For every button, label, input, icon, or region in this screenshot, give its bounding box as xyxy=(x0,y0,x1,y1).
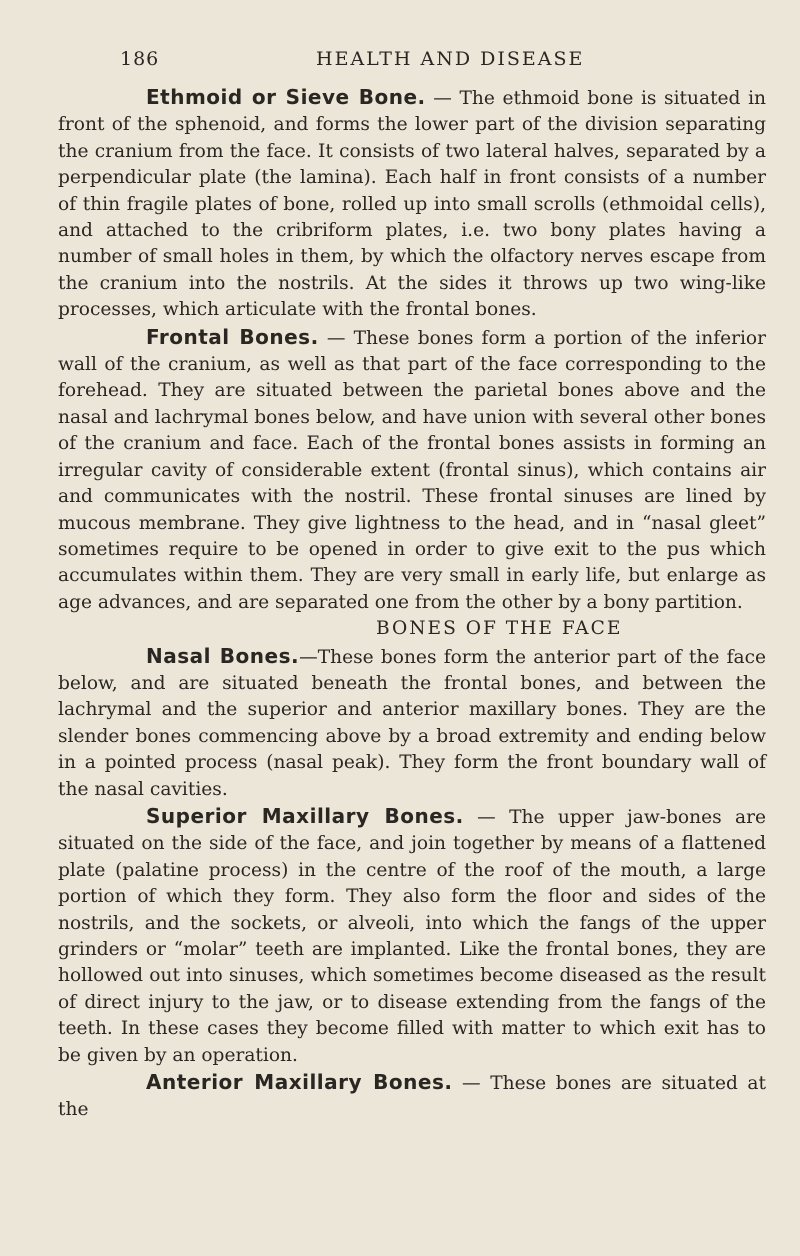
paragraph-text: — These bones form a portion of the inferior wall of the cranium, as well as that part of the face corresponding to the forehead. They are situated between the parietal bones above and the nasal and lachrymal bones below, and have union with several other bones of the cranium and face. Each of the frontal bones assists in forming an irregular cavity of considerable extent (frontal sinus), which contains air and communicates with the nostril. These frontal sinuses are lined by mucous membrane. They give lightness to the head, and in “nasal gleet” sometimes require to be opened in order to give exit to the pus which accumulates within them. They are very small in early life, but enlarge as age advances, and are separated one from the other by a bony partition. xyxy=(58,327,767,613)
paragraph-nasal xyxy=(58,643,766,803)
paragraph-anterior-maxillary xyxy=(58,1069,766,1124)
paragraph-text: — These bones are situated at the xyxy=(58,1073,766,1121)
paragraph-lead: Nasal Bones. xyxy=(146,643,300,668)
page-body xyxy=(58,84,766,1124)
paragraph-text: — The ethmoid bone is situated in front of the sphenoid, and forms the lower part of the division separating the cranium from the face. It consists of two lateral halves, separated by a perpendicular plate (the lamina). Each half in front consists of a number of thin fragile plates of bone, rolled up into small scrolls (ethmoidal cells), and attached to the cribriform plates, i.e. two bony plates having a number of small holes in them, by which the olfactory nerves escape from the cranium into the nostrils. At the sides it throws up two wing-like processes, which articulate with the frontal bones. xyxy=(58,88,766,321)
paragraph-lead: Ethmoid or Sieve Bone. xyxy=(146,85,426,109)
paragraph-frontal xyxy=(58,324,766,616)
paragraph-text: —These bones form the anterior part of the face below, and are situated beneath the frontal bones, and between the lachrymal and the superior and anterior maxillary bones. They are the slender bones commencing above by a broad extremity and ending below in a pointed process (nasal peak). They form the front boundary wall of the nasal cavities. xyxy=(58,646,766,800)
paragraph-lead: Anterior Maxillary Bones. xyxy=(146,1070,453,1095)
page-number: 186 xyxy=(120,48,160,70)
paragraph-superior-maxillary xyxy=(58,803,766,1069)
paragraph-ethmoid xyxy=(58,84,766,324)
section-heading: BONES OF THE FACE xyxy=(376,618,623,640)
paragraph-text: — The upper jaw-bones are situated on the side of the face, and join together by means of a flattened plate (palatine process) in the centre of the roof of the mouth, a large portion of which they form. They also form the floor and sides of the nostrils, and the sockets, or alveoli, into which the fangs of the upper grinders or “molar” teeth are implanted. Like the frontal bones, they are hollowed out into sinuses, which sometimes become diseased as the result of direct injury to the jaw, or to disease extending from the fangs of the teeth. In these cases they become filled with matter to which exit has to be given by an operation. xyxy=(58,806,767,1066)
paragraph-lead: Superior Maxillary Bones. xyxy=(146,803,464,828)
page-header xyxy=(58,44,766,84)
paragraph-lead: Frontal Bones. xyxy=(146,324,319,349)
running-title: HEALTH AND DISEASE xyxy=(316,48,585,70)
